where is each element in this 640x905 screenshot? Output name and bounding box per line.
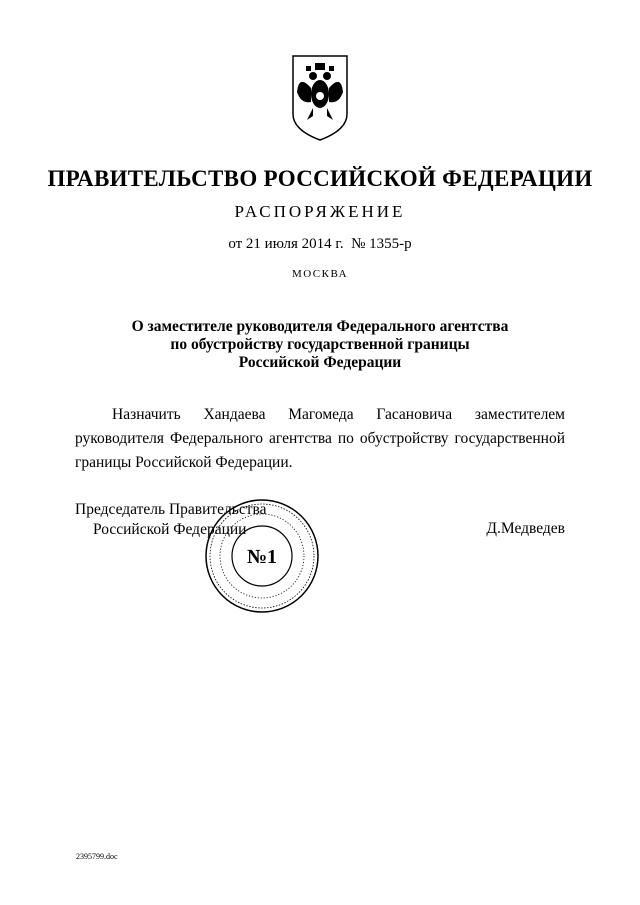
signatory-title-line: Российской Федерации (93, 521, 247, 538)
subject-line: Российской Федерации (238, 354, 402, 371)
subject-line: О заместителе руководителя Федерального агентства (131, 318, 509, 335)
signatory-name: Д.Медведев (486, 520, 565, 537)
official-stamp (203, 497, 321, 615)
city: МОСКВА (291, 268, 349, 280)
document-subject (0, 318, 640, 372)
file-name: 2395799.doc (76, 852, 118, 861)
document-type: РАСПОРЯЖЕНИЕ (234, 202, 406, 221)
subject-line: по обустройству государственной границы (170, 336, 470, 353)
body-paragraph: Назначить Хандаева Магомеда Гасановича заместителем руководителя Федерального агентства по обустройству государственной границы Российской Федерации. (75, 406, 565, 471)
signatory-title-line: Председатель Правительства (75, 501, 267, 518)
government-title: ПРАВИТЕЛЬСТВО РОССИЙСКОЙ ФЕДЕРАЦИИ (47, 166, 593, 191)
date-and-number: от 21 июля 2014 г. № 1355-р (228, 236, 412, 252)
stamp-number: №1 (246, 546, 278, 568)
coat-of-arms-icon (289, 52, 351, 142)
